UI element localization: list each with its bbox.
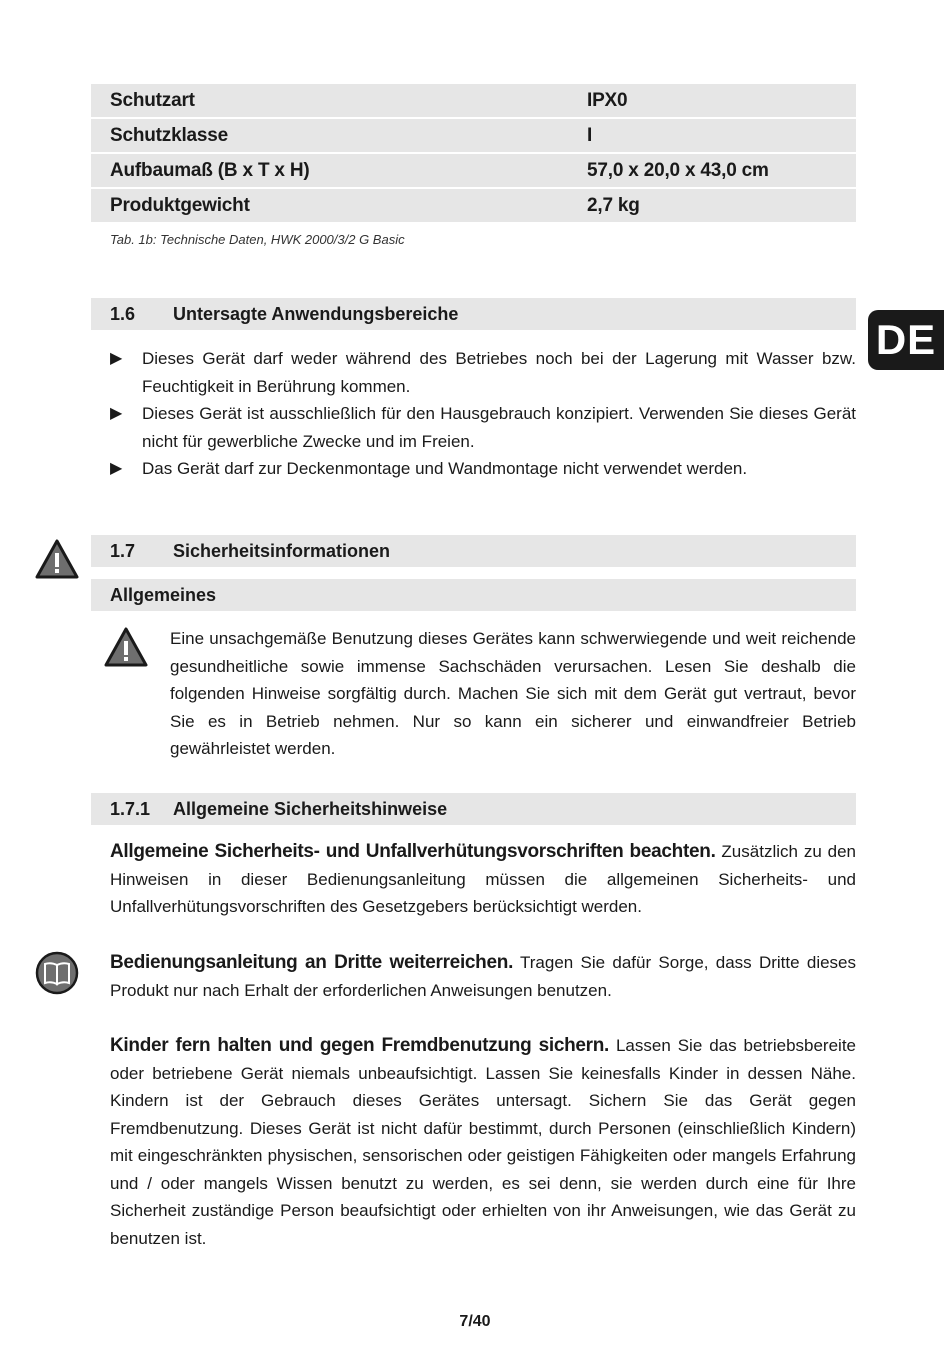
- prohibited-use-list: [110, 345, 856, 483]
- section-title: Untersagte Anwendungsbereiche: [173, 303, 459, 324]
- spec-value: IPX0: [587, 89, 628, 111]
- section-heading-1-6: [91, 298, 856, 330]
- spec-table: [91, 84, 856, 224]
- section-heading-1-7-1: [91, 793, 856, 825]
- play-arrow-icon: ▶: [110, 350, 123, 367]
- table-caption: Tab. 1b: Technische Daten, HWK 2000/3/2 G Basic: [110, 232, 405, 247]
- paragraph-text: Lassen Sie das betriebsbereite oder betriebene Gerät niemals unbeaufsichtigt. Lassen Sie keinesfalls Kinder in dessen Nähe. Kindern ist der Gebrauch dieses Gerätes untersagt. Sichern Sie das Gerät gegen Fremdbenutzung. Dieses Gerät ist nicht dafür bestimmt, durch Personen (einschließlich Kindern) mit eingeschränkten physischen, sensorischen oder geistigen Fähigkeiten oder mangels Erfahrung und / oder mangels Wissen benutzt zu werden, es sei denn, sie werden durch eine für Ihre Sicherheit zuständige Person beaufsichtigt oder erhielten von ihr Anweisungen, wie das Gerät zu benutzen ist.: [110, 1036, 857, 1248]
- spec-key: Schutzklasse: [110, 124, 228, 146]
- paragraph-lead: Bedienungsanleitung an Dritte weiterreichen.: [110, 952, 514, 973]
- spec-key: Produktgewicht: [110, 194, 250, 216]
- list-item: [110, 400, 856, 455]
- spec-key: Aufbaumaß (B x T x H): [110, 159, 310, 181]
- list-item: [110, 455, 856, 483]
- section-title: Sicherheitsinformationen: [173, 540, 391, 561]
- play-arrow-icon: ▶: [110, 405, 123, 422]
- warning-triangle-icon: [34, 538, 80, 580]
- spec-value: I: [587, 124, 593, 146]
- section-heading-1-7: [91, 535, 856, 567]
- safety-paragraph: [110, 838, 856, 921]
- list-item: [110, 345, 856, 400]
- spec-row: [91, 189, 856, 222]
- paragraph-lead: Allgemeine Sicherheits- und Unfallverhütungsvorschriften beachten.: [110, 841, 716, 862]
- spec-row: [91, 119, 856, 152]
- section-number: 1.7.1: [110, 798, 151, 819]
- spec-value: 2,7 kg: [587, 194, 640, 216]
- list-item-text: Dieses Gerät darf weder während des Betriebes noch bei der Lagerung mit Wasser bzw. Feuchtigkeit in Berührung kommen.: [142, 349, 856, 396]
- paragraph-text: Zusätzlich zu den Hinweisen in dieser Bedienungsanleitung müssen die allgemeinen Sicherheits- und Unfallverhütungsvorschriften des Gesetzgebers berücksichtigt werden.: [110, 842, 856, 916]
- play-arrow-icon: ▶: [110, 460, 123, 477]
- paragraph-text: Tragen Sie dafür Sorge, dass Dritte dieses Produkt nur nach Erhalt der erforderlichen Anweisungen benutzen.: [110, 953, 856, 1000]
- list-item-text: Dieses Gerät ist ausschließlich für den Hausgebrauch konzipiert. Verwenden Sie dieses Gerät nicht für gewerbliche Zwecke und im Freien.: [142, 404, 856, 451]
- language-tab: DE: [868, 310, 944, 370]
- section-number: 1.6: [110, 303, 136, 324]
- warning-triangle-icon: [103, 626, 149, 668]
- subheading-allgemeines: Allgemeines: [91, 579, 856, 611]
- safety-paragraph: [110, 1032, 856, 1252]
- warning-paragraph: Eine unsachgemäße Benutzung dieses Gerätes kann schwerwiegende und weit reichende gesundheitliche sowie immense Sachschäden verursachen. Lesen Sie deshalb die folgenden Hinweise sorgfältig durch. Machen Sie sich mit dem Gerät gut vertraut, bevor Sie es in Betrieb nehmen. Nur so kann ein sicherer und einwandfreier Betrieb gewährleistet werden.: [170, 629, 856, 758]
- section-title: Allgemeine Sicherheitshinweise: [173, 798, 448, 819]
- spec-row: [91, 154, 856, 187]
- section-number: 1.7: [110, 540, 136, 561]
- page-number: 7/40: [459, 1313, 491, 1330]
- list-item-text: Das Gerät darf zur Deckenmontage und Wandmontage nicht verwendet werden.: [142, 459, 748, 478]
- book-icon: [35, 951, 79, 995]
- safety-paragraph: [110, 949, 856, 1004]
- spec-row: [91, 84, 856, 117]
- spec-value: 57,0 x 20,0 x 43,0 cm: [587, 159, 769, 181]
- paragraph-lead: Kinder fern halten und gegen Fremdbenutzung sichern.: [110, 1035, 610, 1056]
- spec-key: Schutzart: [110, 89, 195, 111]
